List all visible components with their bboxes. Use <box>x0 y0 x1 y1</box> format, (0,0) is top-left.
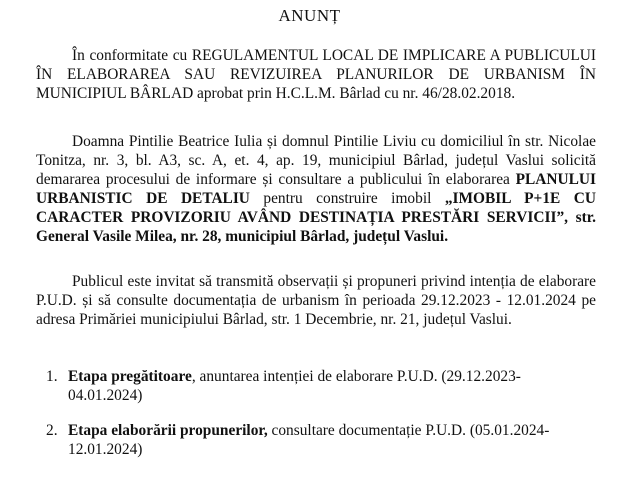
list-item <box>46 421 596 459</box>
request-mid: pentru construire imobil <box>263 190 432 207</box>
project-name: „IMOBIL P+1E CU CARACTER PROVIZORIU AVÂND DESTINAȚIA PRESTĂRI SERVICII”, str. General Vasile Milea, nr. 28, municipiul Bârlad, județul Vaslui. <box>36 190 596 245</box>
paragraph-request <box>36 132 596 246</box>
list-item-text: consultare documentație P.U.D. (05.01.2024- <box>267 422 550 439</box>
plan-name: PLANULUI URBANISTIC DE DETALIU <box>36 171 596 207</box>
list-item-number: 2. <box>46 422 58 439</box>
paragraph-invitation: Publicul este invitat să transmită observații și propuneri privind intenția de elaborare P.U.D. și să consulte documentația de urbanism în perioada 29.12.2023 - 12.01.2024 pe adresa Primăriei municipiului Bârlad, str. 1 Decembrie, nr. 21, județul Vaslui. <box>36 273 596 328</box>
list-item-continuation: 12.01.2024) <box>68 441 143 458</box>
page-title: ANUNȚ <box>278 6 341 25</box>
list-item <box>46 367 596 405</box>
list-item-title: Etapa pregătitoare <box>68 368 192 385</box>
list-item-continuation: 04.01.2024) <box>68 387 143 404</box>
request-intro: Doamna Pintilie Beatrice Iulia și domnul Pintilie Liviu cu domiciliul în str. Nicolae Tonitza, nr. 3, bl. A3, sc. A, et. 4, ap. 19, municipiul Bârlad, județul Vaslui solicită demararea procesului de informare și consultare a publicului în elaborarea <box>36 133 596 188</box>
list-item-text: , anuntarea intenției de elaborare P.U.D. (29.12.2023- <box>191 368 521 385</box>
list-item-title: Etapa elaborării propunerilor, <box>68 422 268 439</box>
list-item-number: 1. <box>46 368 58 385</box>
paragraph-regulation: În conformitate cu REGULAMENTUL LOCAL DE IMPLICARE A PUBLICULUI ÎN ELABORAREA SAU REVIZUIREA PLANURILOR DE URBANISM ÎN MUNICIPIUL BÂRLAD aprobat prin H.C.L.M. Bârlad cu nr. 46/28.02.2018. <box>36 47 596 102</box>
